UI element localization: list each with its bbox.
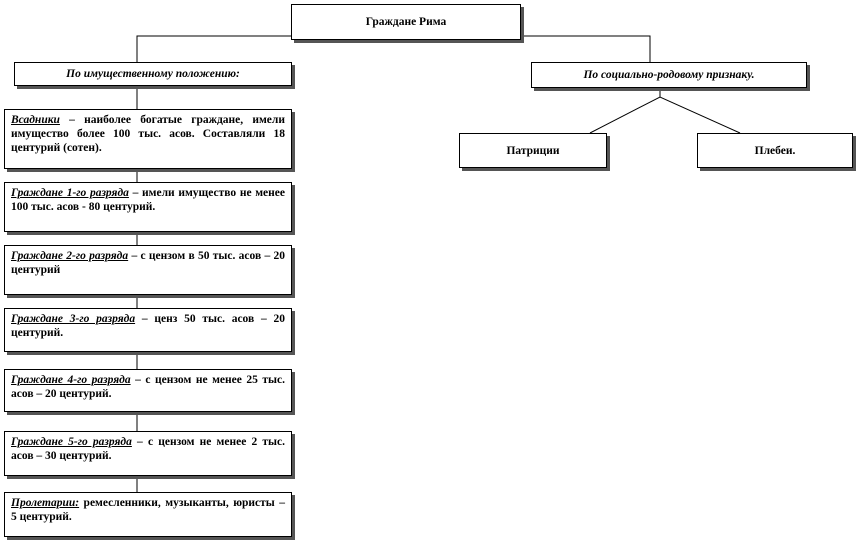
property-class-term: Граждане 5-го разряда bbox=[11, 436, 132, 448]
property-class-text: – имели имущество не менее 100 тыс. асов - 80 центурий. bbox=[11, 187, 285, 213]
social-class-plebeians bbox=[697, 133, 853, 168]
property-class-term: Всадники bbox=[11, 114, 60, 126]
property-class-text: – с цензом не менее 25 тыс. асов – 20 центурий. bbox=[11, 374, 285, 400]
property-class-text: – с цензом не менее 2 тыс. асов – 30 центурий. bbox=[11, 436, 285, 462]
root-node bbox=[291, 4, 521, 40]
branch-property bbox=[14, 62, 292, 86]
property-class-4 bbox=[4, 369, 292, 412]
property-class-2 bbox=[4, 245, 292, 295]
property-class-proletarians bbox=[4, 492, 292, 537]
connector-social-split bbox=[590, 97, 740, 133]
social-class-label: Плебеи. bbox=[754, 144, 796, 157]
property-class-term: Пролетарии: bbox=[11, 497, 80, 509]
property-class-term: Граждане 4-го разряда bbox=[11, 374, 131, 386]
social-class-patricians bbox=[459, 133, 607, 168]
branch-social-label: По социально-родовому признаку. bbox=[583, 69, 755, 81]
property-class-1 bbox=[4, 182, 292, 232]
property-class-term: Граждане 1-го разряда bbox=[11, 187, 129, 199]
property-class-term: Граждане 2-го разряда bbox=[11, 250, 129, 262]
property-class-text: – с цензом в 50 тыс. асов – 20 центурий bbox=[11, 250, 286, 276]
branch-social bbox=[531, 62, 807, 88]
property-class-3 bbox=[4, 308, 292, 352]
property-class-text: ремесленники, музыканты, юристы – 5 центурий. bbox=[11, 497, 285, 523]
property-class-term: Граждане 3-го разряда bbox=[11, 313, 136, 325]
property-class-text: – наиболее богатые граждане, имели имущество более 100 тыс. асов. Составляли 18 центурий (сотен). bbox=[11, 114, 285, 154]
branch-property-label: По имущественному положению: bbox=[66, 68, 240, 80]
property-class-5 bbox=[4, 431, 292, 476]
root-label: Граждане Рима bbox=[365, 16, 447, 28]
property-class-text: – ценз 50 тыс. асов – 20 центурий. bbox=[11, 313, 285, 339]
property-class-riders bbox=[4, 109, 292, 169]
social-class-label: Патриции bbox=[506, 144, 560, 157]
